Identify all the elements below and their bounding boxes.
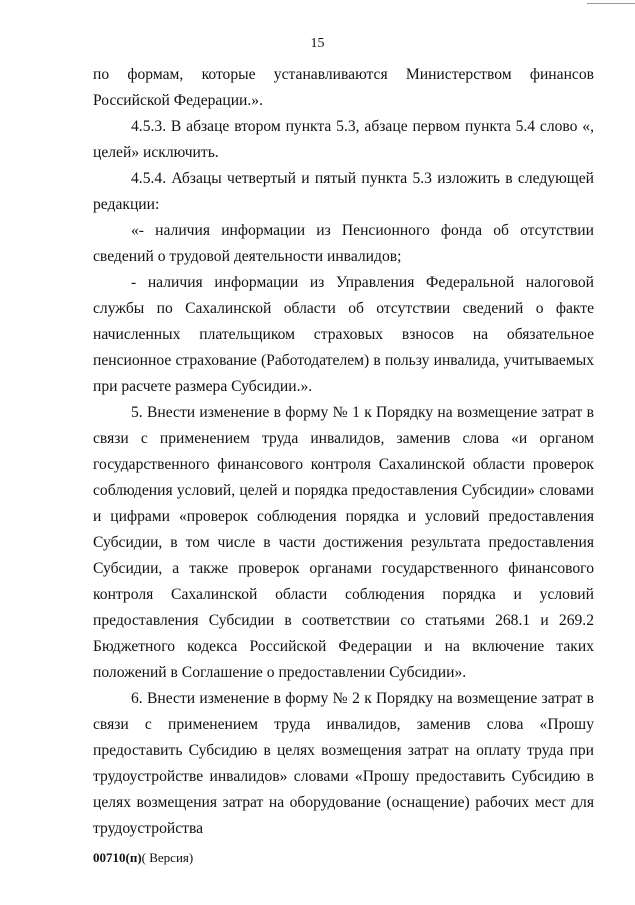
paragraph-5-form-1: 5. Внести изменение в форму № 1 к Порядку на возмещение затрат в связи с применением труда инвалидов, заменив слова «и органом государственного финансового контроля Сахалинской области проверок соблюдения условий, целей и порядка предоставления Субсидии» словами и цифрами «проверок соблюдения порядка и условий предоставления Субсидии, в том числе в части достижения результата предоставления Субсидии, а также проверок органами государственного финансового контроля Сахалинской области соблюдения порядка и условий предоставления Субсидии в соответствии со статьями 268.1 и 269.2 Бюджетного кодекса Российской Федерации и на включение таких положений в Соглашение о предоставлении Субсидии». bbox=[93, 404, 594, 681]
paragraph-6-form-2: 6. Внести изменение в форму № 2 к Порядку на возмещение затрат в связи с применением труда инвалидов, заменив слова «Прошу предоставить Субсидию в целях возмещения затрат на оплату труда при трудоустройстве инвалидов» словами «Прошу предоставить Субсидию в целях возмещения затрат на оборудование (оснащение) рабочих мест для трудоустройства bbox=[93, 690, 594, 837]
paragraph-pension-fund-info: «- наличия информации из Пенсионного фонда об отсутствии сведений о трудовой деятельности инвалидов; bbox=[93, 222, 594, 265]
document-footer bbox=[93, 850, 193, 866]
page-number: 15 bbox=[310, 36, 325, 51]
paragraph-tax-service-info: - наличия информации из Управления Федеральной налоговой службы по Сахалинской области об отсутствии сведений о факте начисленных плательщиком страховых взносов на обязательное пенсионное страхование (Работодателем) в пользу инвалида, учитываемых при расчете размера Субсидии.». bbox=[93, 274, 594, 395]
scan-corner-mark bbox=[587, 3, 635, 4]
paragraph-4-5-3: 4.5.3. В абзаце втором пункта 5.3, абзаце первом пункта 5.4 слово «, целей» исключить. bbox=[93, 118, 594, 161]
document-code: 00710(п) bbox=[93, 850, 142, 865]
paragraph-continuation: по формам, которые устанавливаются Министерством финансов Российской Федерации.». bbox=[93, 66, 594, 109]
paragraph-4-5-4: 4.5.4. Абзацы четвертый и пятый пункта 5.3 изложить в следующей редакции: bbox=[93, 170, 594, 213]
document-body bbox=[93, 62, 594, 842]
version-note: ( Версия) bbox=[141, 850, 194, 865]
